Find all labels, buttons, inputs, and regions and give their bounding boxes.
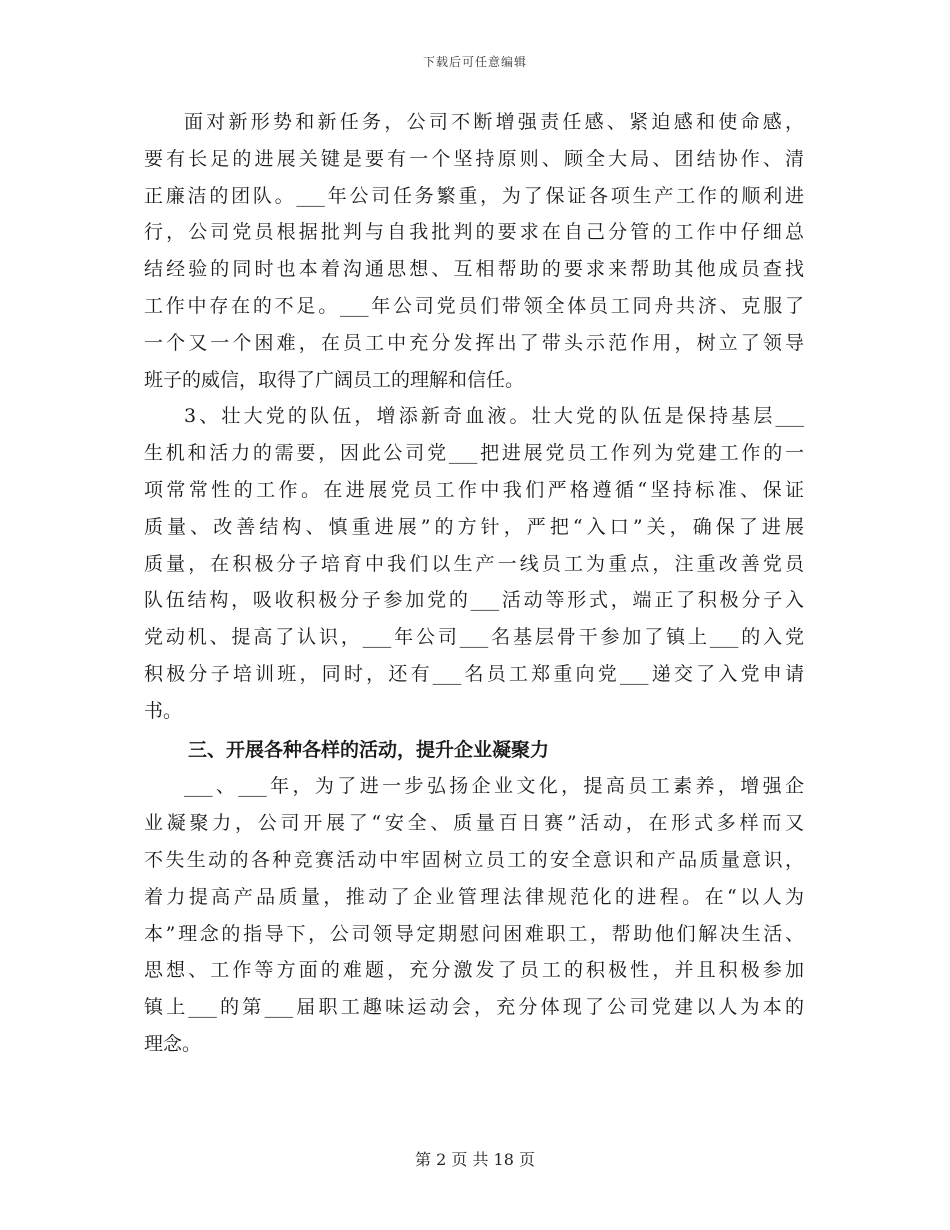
text-line: 一个又一个困难，在员工中充分发挥出了带头示范作用，树立了领导 <box>144 331 804 354</box>
text-line: 积极分子培训班，同时，还有___名员工郑重向党___递交了入党申请 <box>144 662 804 685</box>
paragraph-team-building <box>144 104 804 398</box>
text-line: 党动机、提高了认识，___年公司___名基层骨干参加了镇上___的入党 <box>144 626 804 649</box>
text-line: 镇上___的第___届职工趣味运动会，充分体现了公司党建以人为本的 <box>144 996 804 1019</box>
text-line: 书。 <box>144 699 183 722</box>
text-line: 班子的威信，取得了广阔员工的理解和信任。 <box>144 368 525 391</box>
text-line: 思想、工作等方面的难题，充分激发了员工的积极性，并且积极参加 <box>144 959 804 982</box>
text-line: 队伍结构，吸收积极分子参加党的___活动等形式，端正了积极分子入 <box>144 589 804 612</box>
text-line: 行，公司党员根据批判与自我批判的要求在自己分管的工作中仔细总 <box>144 221 804 244</box>
text-line: 本”理念的指导下，公司领导定期慰问困难职工，帮助他们解决生活、 <box>144 922 804 945</box>
page-footer: 第 2 页 共 18 页 <box>415 1150 535 1169</box>
text-line: 要有长足的进展关键是要有一个坚持原则、顾全大局、团结协作、清 <box>144 147 804 170</box>
text-line: ___、___年，为了进一步弘扬企业文化，提高员工素养，增强企 <box>184 775 804 798</box>
section-heading: 三、开展各种各样的活动，提升企业凝聚力 <box>188 738 550 761</box>
text-line: 着力提高产品质量，推动了企业管理法律规范化的进程。在“以人为 <box>144 885 804 908</box>
paragraph-activities <box>144 768 804 1062</box>
text-line: 3、壮大党的队伍，增添新奇血液。壮大党的队伍是保持基层___ <box>184 405 804 428</box>
text-line: 面对新形势和新任务，公司不断增强责任感、紧迫感和使命感， <box>184 111 804 133</box>
text-line: 质量，在积极分子培育中我们以生产一线员工为重点，注重改善党员 <box>144 552 804 575</box>
text-line: 质量、改善结构、慎重进展”的方针，严把“入口”关，确保了进展 <box>144 515 804 538</box>
text-line: 项常常性的工作。在进展党员工作中我们严格遵循“坚持标准、保证 <box>144 478 804 501</box>
page-header: 下载后可任意编辑 <box>422 55 527 69</box>
text-line: 工作中存在的不足。___年公司党员们带领全体员工同舟共济、克服了 <box>144 294 804 317</box>
text-line: 结经验的同时也本着沟通思想、互相帮助的要求来帮助其他成员查找 <box>144 258 804 281</box>
text-line: 正廉洁的团队。___年公司任务繁重，为了保证各项生产工作的顺利进 <box>144 184 804 207</box>
paragraph-party-growth <box>144 398 804 729</box>
text-line: 生机和活力的需要，因此公司党___把进展党员工作列为党建工作的一 <box>144 442 804 465</box>
text-line: 业凝聚力，公司开展了“安全、质量百日赛”活动，在形式多样而又 <box>144 812 804 835</box>
document-body <box>144 104 804 1063</box>
text-line: 理念。 <box>144 1032 202 1055</box>
text-line: 不失生动的各种竞赛活动中牢固树立员工的安全意识和产品质量意识， <box>144 848 804 871</box>
